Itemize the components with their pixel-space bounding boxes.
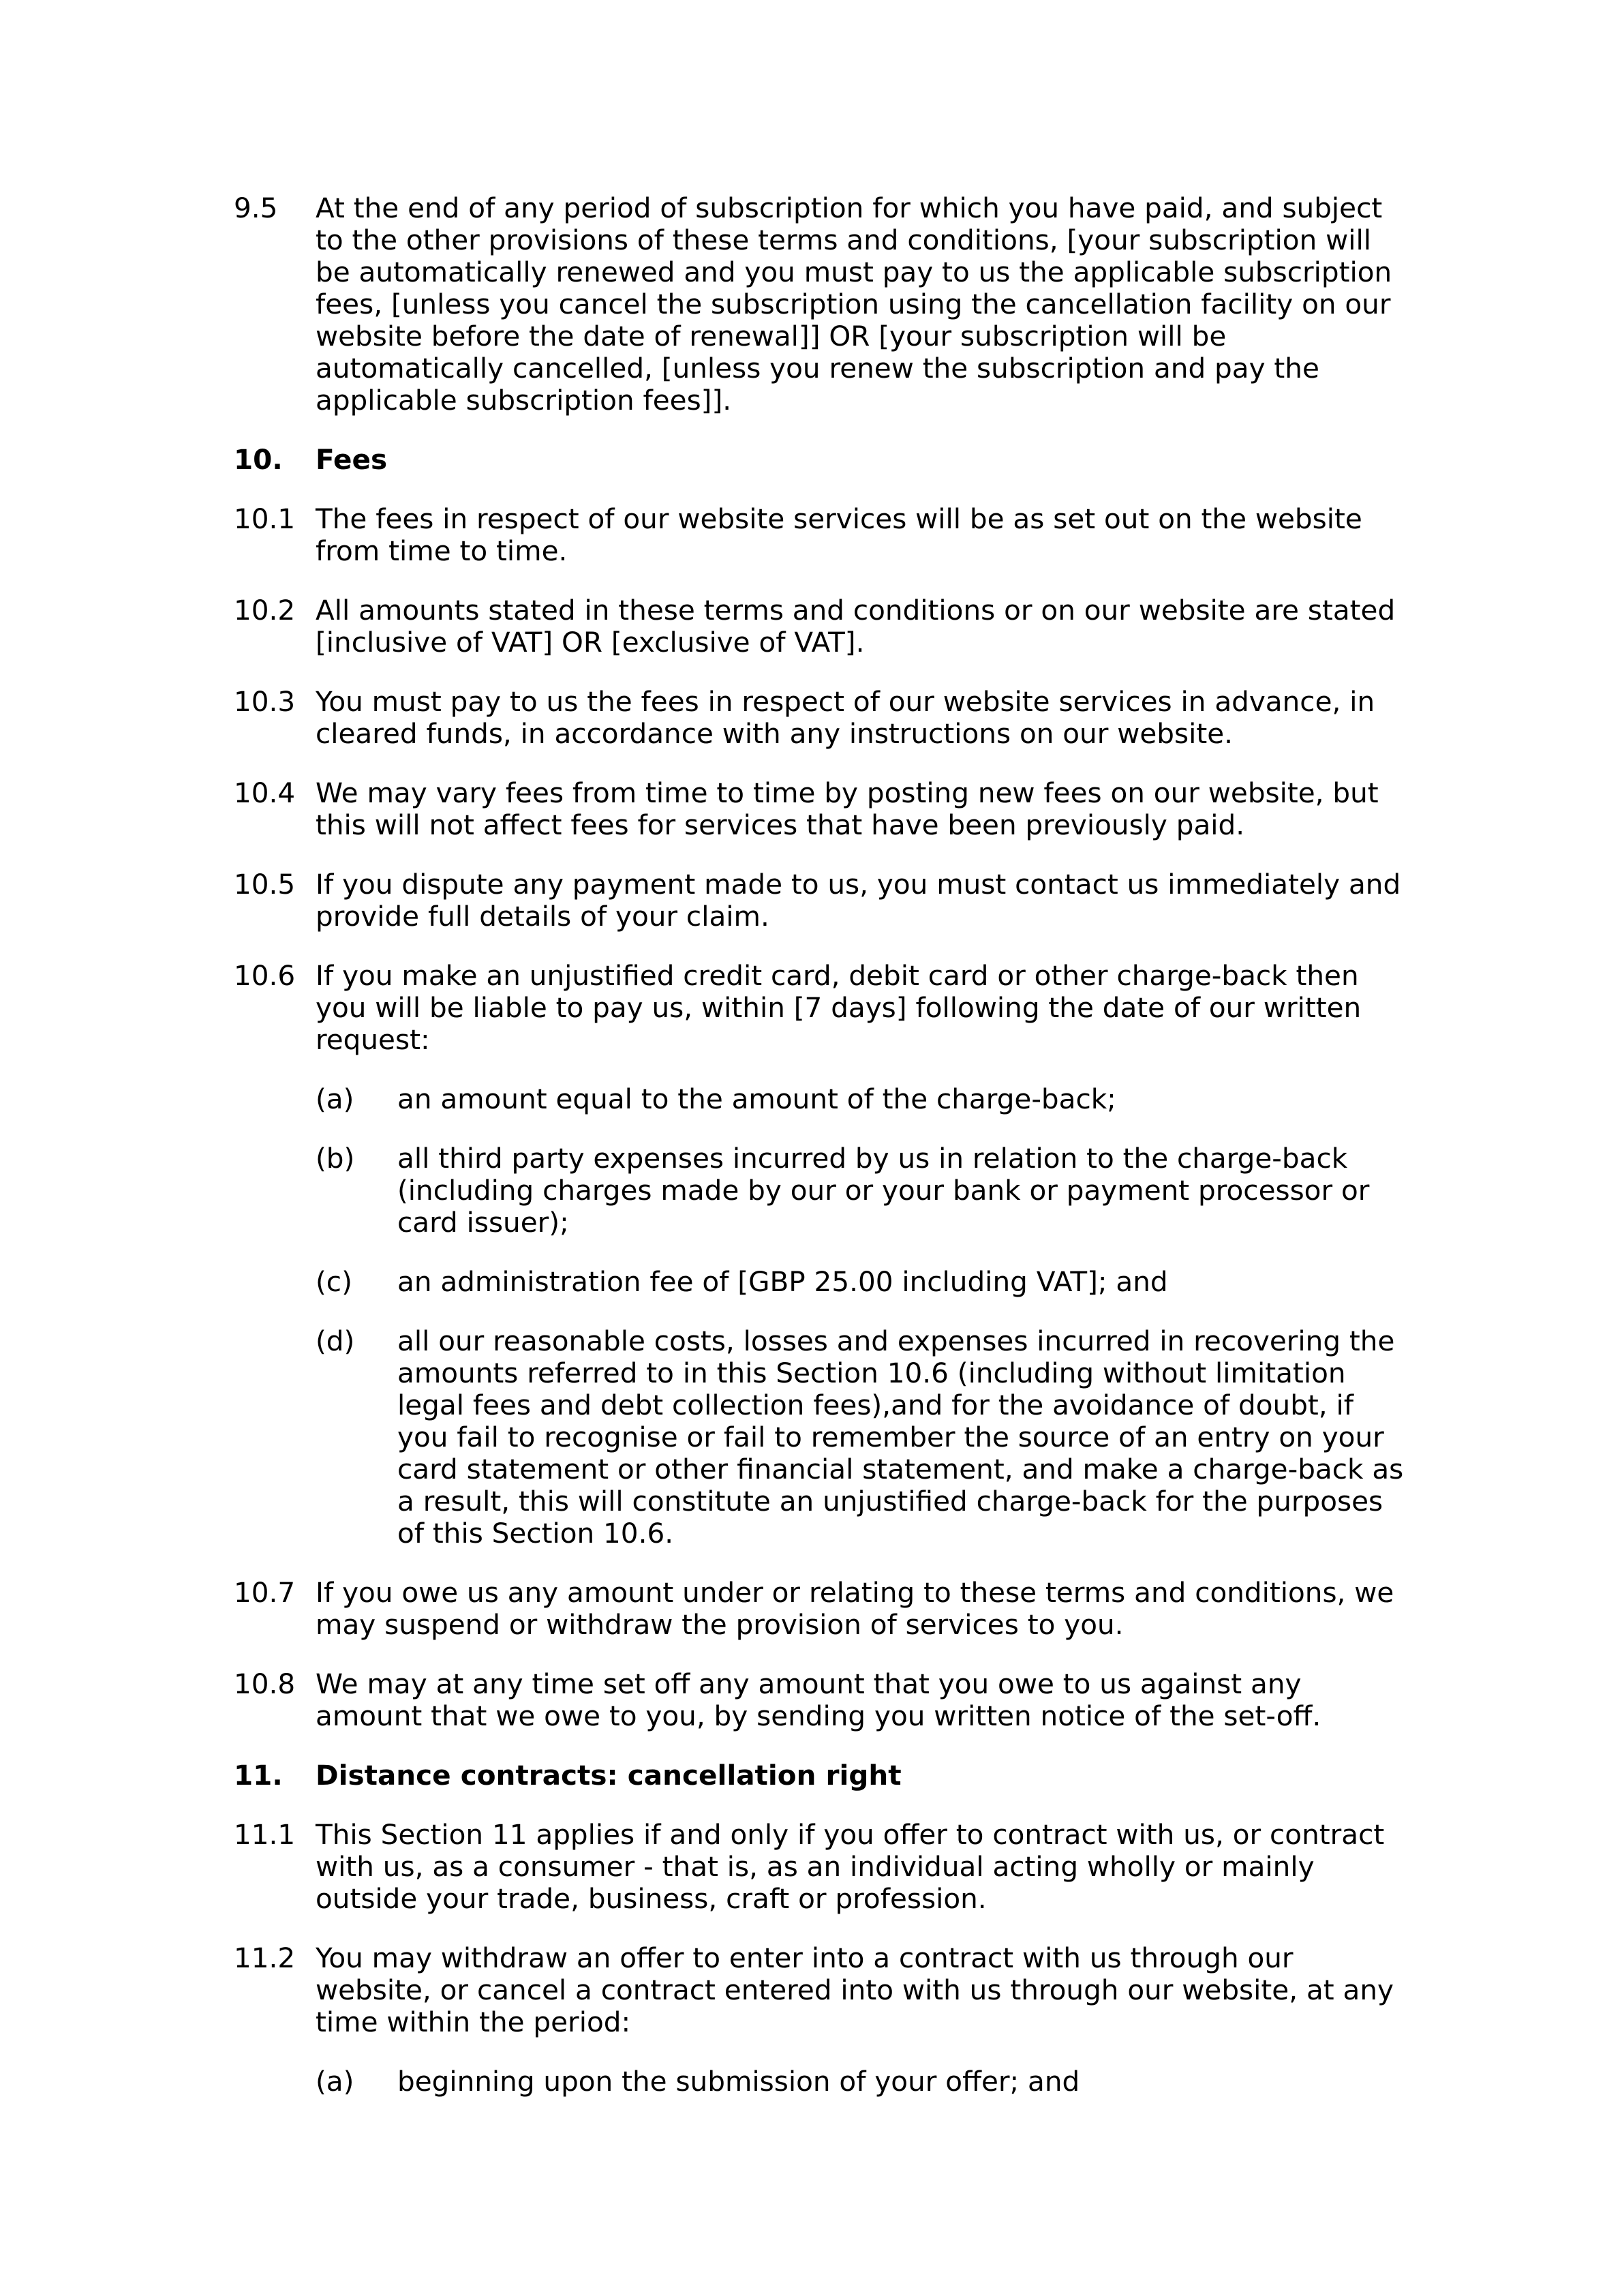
subclause-letter: (d) [316, 1325, 355, 1357]
clause-number: 10.5 [234, 868, 296, 901]
clause-10-1 [234, 503, 1406, 567]
section-heading-10 [234, 444, 1406, 476]
clause-text: All amounts stated in these terms and conditions or on our website are stated [inclusive of VAT] OR [exclusive of VAT]. [316, 594, 1396, 659]
section-heading-11 [234, 1759, 1406, 1792]
clause-number: 10.3 [234, 685, 296, 718]
subclause-letter: (c) [316, 1265, 352, 1298]
clause-10-5 [234, 868, 1406, 933]
clause-text: If you dispute any payment made to us, you must contact us immediately and provide full details of your claim. [316, 868, 1401, 933]
subclause-text: an administration fee of [GBP 25.00 including VAT]; and [397, 1265, 1168, 1298]
clause-number: 10.7 [234, 1576, 296, 1609]
clause-10-8 [234, 1668, 1406, 1732]
clause-text: This Section 11 applies if and only if you offer to contract with us, or contract with us, as a consumer - that is, as an individual acting wholly or mainly outside your trade, business, craft or profession. [316, 1818, 1385, 1915]
subclause-10-6-c [316, 1266, 1406, 1298]
subclause-text: beginning upon the submission of your offer; and [397, 2065, 1080, 2098]
subclause-10-6-d [316, 1325, 1406, 1550]
clause-text: At the end of any period of subscription for which you have paid, and subject to the other provisions of these terms and conditions, [your subscription will be automatically renewed and you must pay to us the applicable subscription fees, [unless you cancel the subscription using the cancellation facility on our website before the date of renewal]] OR [your subscription will be automatically cancelled, [unless you renew the subscription and pay the applicable subscription fees]]. [316, 192, 1392, 417]
clause-number: 10.8 [234, 1667, 296, 1700]
clause-10-7 [234, 1577, 1406, 1641]
clause-text: You must pay to us the fees in respect of our website services in advance, in cleared funds, in accordance with any instructions on our website. [316, 685, 1375, 750]
clause-9-5 [234, 192, 1406, 417]
clause-11-1 [234, 1819, 1406, 1915]
clause-text: We may at any time set off any amount that you owe to us against any amount that we owe to you, by sending you written notice of the set-off. [316, 1667, 1321, 1732]
subclause-letter: (a) [316, 2065, 354, 2098]
subclause-text: an amount equal to the amount of the charge-back; [397, 1083, 1116, 1115]
section-title: Distance contracts: cancellation right [316, 1759, 902, 1792]
clause-text: If you owe us any amount under or relating to these terms and conditions, we may suspend or withdraw the provision of services to you. [316, 1576, 1394, 1641]
clause-10-6 [234, 960, 1406, 1056]
subclause-letter: (a) [316, 1083, 354, 1115]
document-body [234, 192, 1406, 2125]
clause-10-2 [234, 594, 1406, 659]
section-number: 10. [234, 443, 283, 476]
clause-10-4 [234, 777, 1406, 841]
clause-number: 10.2 [234, 594, 296, 626]
clause-number: 11.2 [234, 1942, 296, 1974]
clause-number: 10.1 [234, 502, 296, 535]
clause-number: 9.5 [234, 192, 278, 224]
subclause-text: all our reasonable costs, losses and expenses incurred in recovering the amounts referred to in this Section 10.6 (including without limitation legal fees and debt collection fees),and for the avoidance of doubt, if you fail to recognise or fail to remember the source of an entry on your card statement or other financial statement, and make a charge-back as a result, this will constitute an unjustified charge-back for the purposes of this Section 10.6. [397, 1325, 1404, 1550]
subclause-10-6-a [316, 1083, 1406, 1115]
section-title: Fees [316, 443, 388, 476]
subclause-text: all third party expenses incurred by us in relation to the charge-back (including charges made by our or your bank or payment processor or card issuer); [397, 1142, 1370, 1239]
subclause-letter: (b) [316, 1142, 355, 1175]
clause-text: If you make an unjustified credit card, debit card or other charge-back then you will be liable to pay us, within [7 days] following the date of our written request: [316, 959, 1362, 1056]
clause-text: You may withdraw an offer to enter into a contract with us through our website, or cancel a contract entered into with us through our website, at any time within the period: [316, 1942, 1394, 2038]
clause-number: 11.1 [234, 1818, 296, 1851]
clause-text: The fees in respect of our website services will be as set out on the website from time to time. [316, 502, 1362, 567]
subclause-10-6-b [316, 1143, 1406, 1239]
clause-10-3 [234, 686, 1406, 750]
section-number: 11. [234, 1759, 283, 1792]
clause-number: 10.4 [234, 776, 296, 809]
clause-text: We may vary fees from time to time by posting new fees on our website, but this will not affect fees for services that have been previously paid. [316, 776, 1379, 841]
clause-11-2 [234, 1942, 1406, 2038]
subclause-11-2-a [316, 2066, 1406, 2098]
clause-number: 10.6 [234, 959, 296, 992]
